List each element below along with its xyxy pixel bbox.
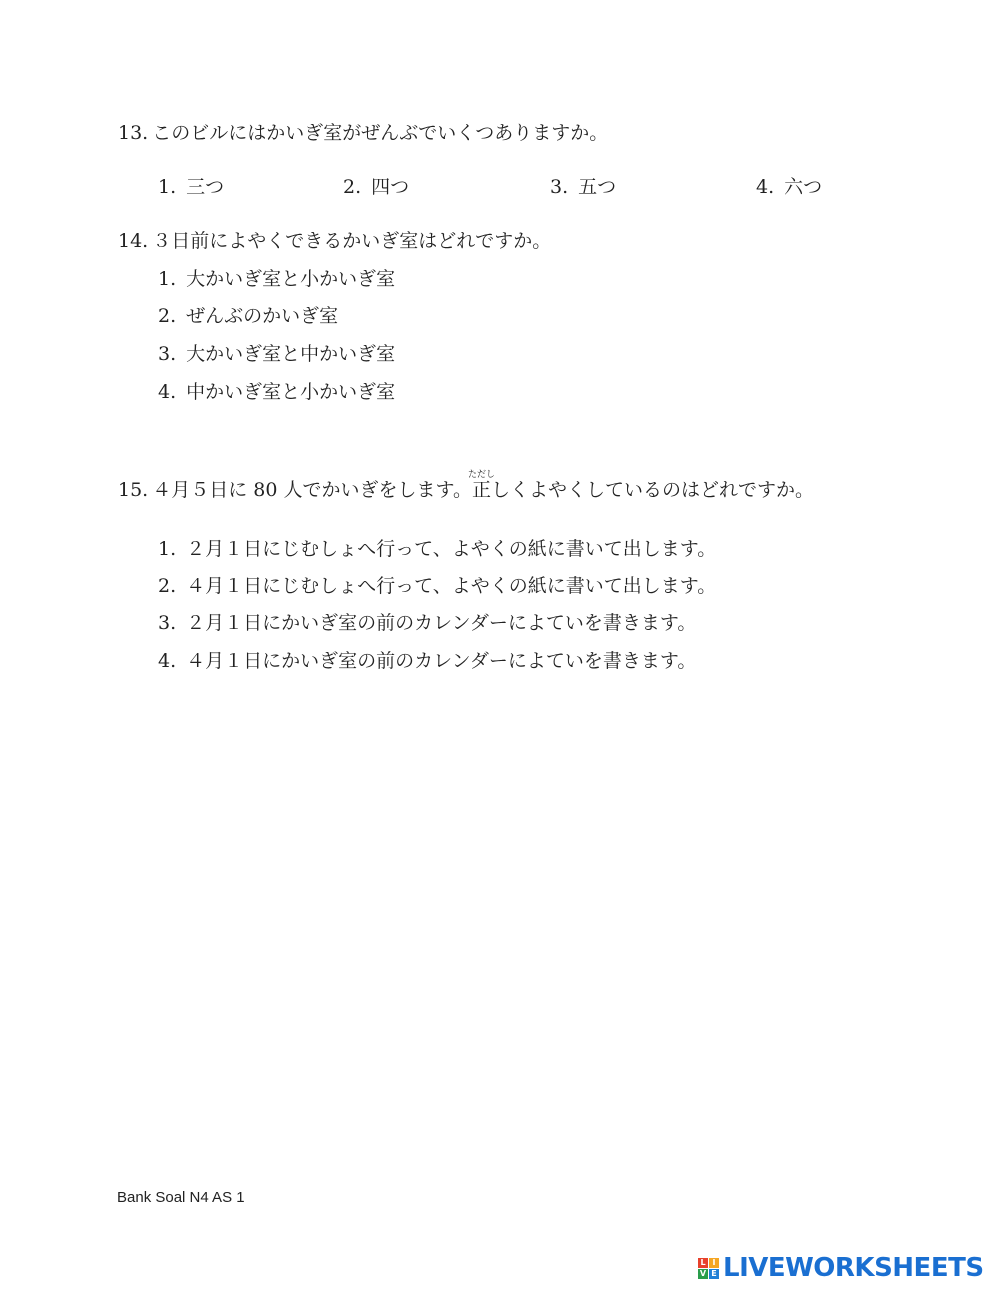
option-number: 1. [158,268,177,290]
option-text: 大かいぎ室と中かいぎ室 [186,343,396,365]
option-number: 4. [756,176,775,198]
logo-letter-i: I [709,1258,719,1268]
option-number: 3. [550,176,569,198]
footer-label: Bank Soal N4 AS 1 [117,1189,245,1206]
option-number: 1. [158,176,177,198]
option-text: ２月１日にじむしょへ行って、よやくの紙に書いて出します。 [186,538,717,560]
option-1[interactable] [158,175,224,199]
option-number: 4. [158,381,177,403]
option-text: ４月１日にかいぎ室の前のカレンダーによていを書きます。 [186,650,697,672]
question-number: 13. [118,122,149,144]
option-text: ４月１日にじむしょへ行って、よやくの紙に書いて出します。 [186,575,717,597]
option-text: 大かいぎ室と小かいぎ室 [186,268,396,290]
option-2[interactable] [343,175,409,199]
furigana-word [467,470,495,501]
question-14 [118,229,551,253]
question-text: このビルにはかいぎ室がぜんぶでいくつありますか。 [152,122,609,144]
option-number: 3. [158,343,177,365]
question-15-option-2[interactable] [158,574,716,598]
question-15 [118,470,814,508]
option-text: 五つ [578,176,617,198]
option-number: 4. [158,650,177,672]
ruby-base: 正 [467,479,495,501]
question-number: 15. [118,479,149,501]
question-text-after: しくよやくしているのはどれですか。 [490,479,814,501]
option-text: 四つ [371,176,410,198]
logo-letter-e: E [709,1269,719,1279]
live-logo-icon [698,1258,719,1279]
option-number: 2. [158,305,177,327]
logo-letter-v: V [699,1268,707,1278]
question-15-option-1[interactable] [158,537,716,561]
question-14-option-3[interactable] [158,342,395,366]
option-3[interactable] [550,175,616,199]
brand-name: LIVEWORKSHEETS [723,1253,984,1283]
question-14-option-1[interactable] [158,267,395,291]
option-text: 六つ [784,176,823,198]
option-text: 中かいぎ室と小かいぎ室 [186,381,396,403]
question-14-option-2[interactable] [158,304,338,328]
question-text: ３日前によやくできるかいぎ室はどれですか。 [152,230,552,252]
option-number: 2. [158,575,177,597]
option-number: 2. [343,176,362,198]
option-number: 3. [158,612,177,634]
question-13 [118,121,608,145]
liveworksheets-logo[interactable] [698,1253,984,1283]
question-15-option-3[interactable] [158,611,696,635]
logo-letter-l: L [698,1258,708,1268]
question-number: 14. [118,230,149,252]
option-text: ぜんぶのかいぎ室 [186,305,339,327]
option-text: 三つ [186,176,225,198]
question-14-option-4[interactable] [158,380,395,404]
option-text: ２月１日にかいぎ室の前のカレンダーによていを書きます。 [186,612,697,634]
ruby-reading: ただし [467,470,495,480]
option-number: 1. [158,538,177,560]
question-15-option-4[interactable] [158,649,696,673]
option-4[interactable] [756,175,822,199]
question-text-before: ４月５日に 80 人でかいぎをします。 [152,479,472,501]
